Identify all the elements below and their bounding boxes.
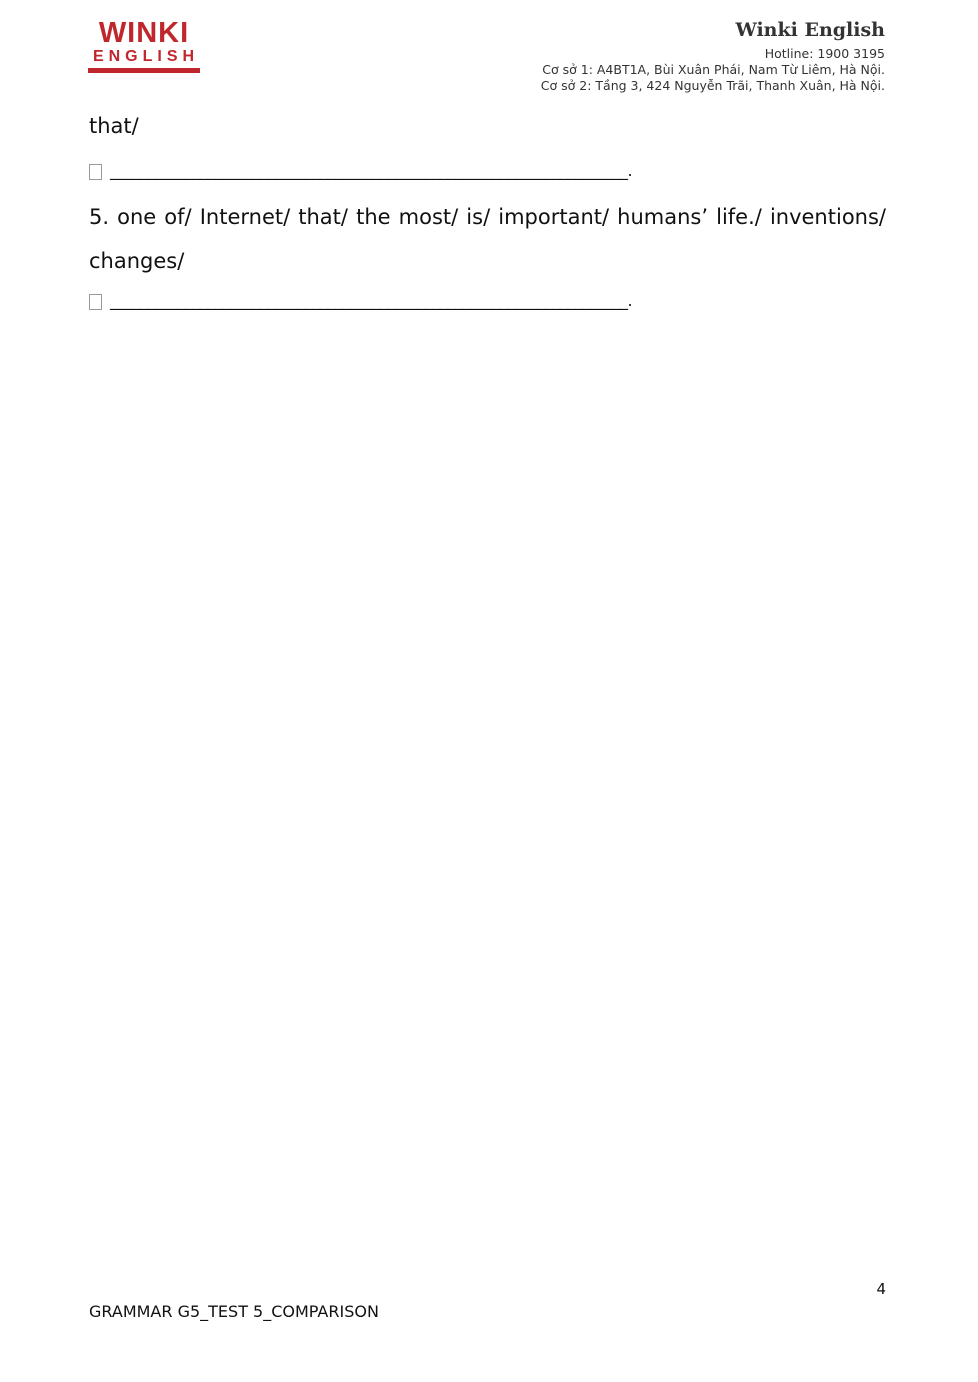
logo-underline <box>88 68 200 73</box>
footer-title: GRAMMAR G5_TEST 5_COMPARISON <box>89 1302 379 1321</box>
answer-line-2 <box>89 291 632 310</box>
logo-wordmark-top: WINKI <box>98 17 190 49</box>
answer-blank: _____________________________________________________________________. <box>110 161 633 180</box>
previous-question-tail: that/ <box>89 114 139 138</box>
answer-line-1 <box>89 161 632 180</box>
address-2: Cơ sở 2: Tầng 3, 424 Nguyễn Trãi, Thanh Xuân, Hà Nội. <box>540 78 885 93</box>
checkbox-icon <box>89 164 102 180</box>
hotline: Hotline: 1900 3195 <box>764 46 885 61</box>
checkbox-icon <box>89 294 102 310</box>
address-1: Cơ sở 1: A4BT1A, Bùi Xuân Phái, Nam Từ Liêm, Hà Nội. <box>542 62 885 77</box>
answer-blank: _____________________________________________________________________. <box>110 291 633 310</box>
brand-name: Winki English <box>735 19 885 41</box>
question-5: 5. one of/ Internet/ that/ the most/ is/ important/ humans’ life./ inventions/ changes/ <box>89 205 886 273</box>
winki-logo <box>88 18 200 76</box>
header-contact <box>541 18 885 94</box>
logo-wordmark-bottom: ENGLISH <box>92 48 200 65</box>
page-number: 4 <box>876 1280 886 1298</box>
